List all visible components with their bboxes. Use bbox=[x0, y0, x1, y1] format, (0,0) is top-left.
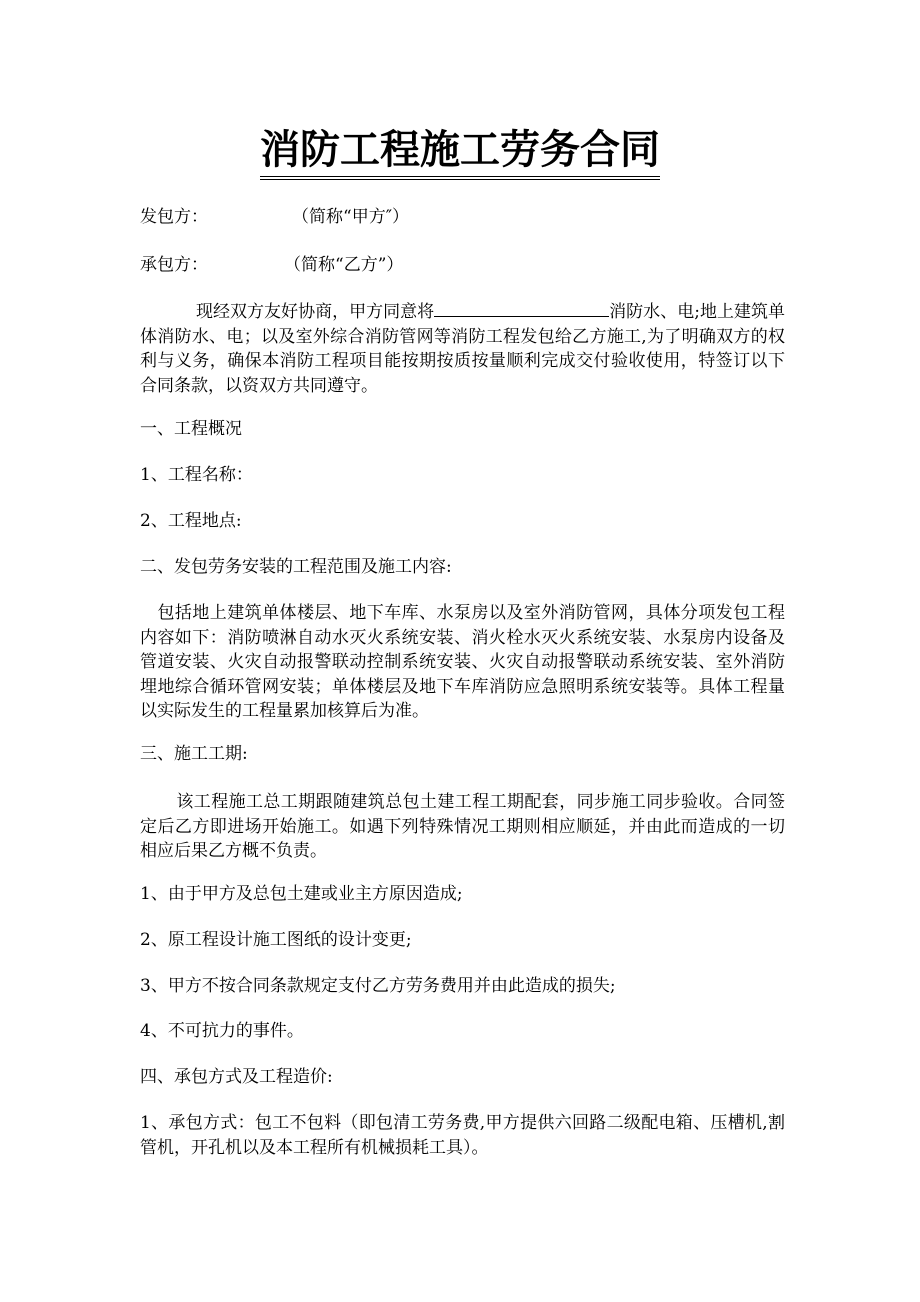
scope-paragraph bbox=[140, 601, 785, 724]
party-a-alias: （简称“甲方″） bbox=[292, 207, 410, 227]
project-name-item: 1、工程名称： bbox=[140, 465, 253, 485]
document-title bbox=[0, 122, 920, 180]
condition-2: 2、原工程设计施工图纸的设计变更; bbox=[140, 930, 412, 950]
section-4-heading: 四、承包方式及工程造价: bbox=[140, 1067, 333, 1087]
intro-paragraph bbox=[140, 298, 785, 398]
party-a-line bbox=[140, 206, 790, 228]
contract-mode-paragraph: 1、承包方式：包工不包料（即包清工劳务费,甲方提供六回路二级配电箱、压槽机,割管机，开孔机以及本工程所有机械损耗工具）。 bbox=[140, 1113, 785, 1158]
schedule-paragraph bbox=[140, 790, 785, 864]
project-name-blank bbox=[434, 298, 609, 317]
condition-3: 3、甲方不按合同条款规定支付乙方劳务费用并由此造成的损失; bbox=[140, 976, 616, 996]
intro-after-blank: 消防水、电;地上建筑单体消防水、电；以及室外综合消防管网等消防工程发包给乙方施工,为了明确双方的权利与义务，确保本消防工程项目能按期按质按量顺利完成交付验收使用，特签订以下合同条款，以资双方共同遵守。 bbox=[140, 302, 785, 396]
condition-1: 1、由于甲方及总包土建或业主方原因造成; bbox=[140, 884, 463, 904]
intro-before-blank: 现经双方友好协商，甲方同意将 bbox=[196, 302, 435, 322]
party-b-alias: （简称“乙方”） bbox=[284, 255, 404, 275]
schedule-text: 该工程施工总工期跟随建筑总包土建工程工期配套，同步施工同步验收。合同签定后乙方即进场开始施工。如遇下列特殊情况工期则相应顺延，并由此而造成的一切相应后果乙方概不负责。 bbox=[140, 792, 785, 861]
scope-text: 包括地上建筑单体楼层、地下车库、水泵房以及室外消防管网，具体分项发包工程内容如下：消防喷淋自动水灭火系统安装、消火栓水灭火系统安装、水泵房内设备及管道安装、火灾自动报警联动控制系统安装、火灾自动报警联动系统安装、室外消防埋地综合循环管网安装；单体楼层及地下车库消防应急照明系统安装等。具体工程量以实际发生的工程量累加核算后为准。 bbox=[140, 603, 785, 721]
section-2-heading: 二、发包劳务安装的工程范围及施工内容: bbox=[140, 557, 452, 577]
party-a-label: 发包方： bbox=[140, 207, 208, 227]
section-3-heading: 三、施工工期: bbox=[140, 744, 248, 764]
section-1-heading: 一、工程概况 bbox=[140, 419, 242, 439]
document-title-text: 消防工程施工劳务合同 bbox=[260, 125, 660, 180]
party-b-line bbox=[140, 254, 790, 276]
condition-4: 4、不可抗力的事件。 bbox=[140, 1021, 304, 1041]
party-b-label: 承包方： bbox=[140, 255, 208, 275]
project-location-item: 2、工程地点: bbox=[140, 511, 242, 531]
